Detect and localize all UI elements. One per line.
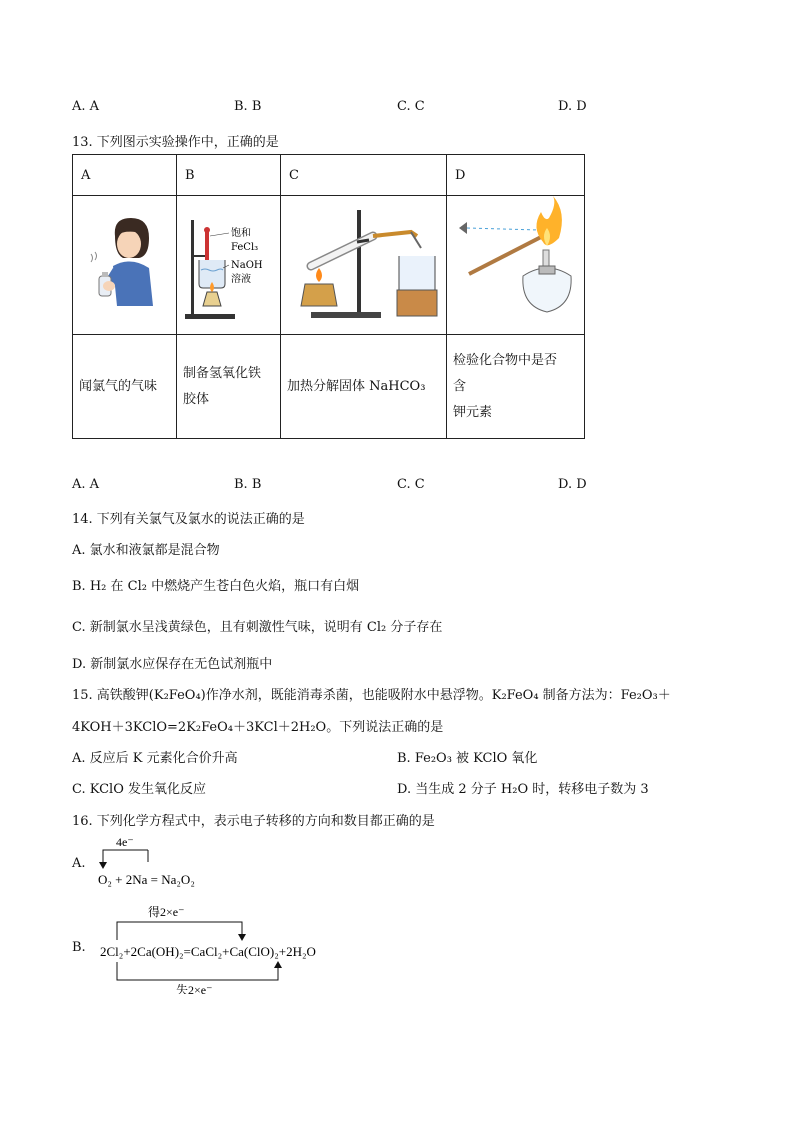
q15-option-a[interactable]: A. 反应后 K 元素化合价升高 — [72, 751, 238, 766]
q12-option-d[interactable]: D. D — [558, 99, 587, 114]
q13-figure-c — [281, 196, 447, 335]
q12-option-b[interactable]: B. B — [234, 99, 262, 114]
arrow-head-icon — [274, 961, 282, 968]
label-solution: 溶液 — [231, 274, 251, 285]
label-fecl3: FeCl₃ — [231, 242, 259, 253]
q13-option-c[interactable]: C. C — [397, 477, 425, 492]
q15-option-c[interactable]: C. KClO 发生氧化反应 — [72, 782, 207, 797]
q12-options — [72, 99, 592, 117]
q16-b-loss-label: 失2×e⁻ — [176, 983, 213, 994]
flame-test-illustration — [447, 196, 582, 330]
q14-option-a[interactable]: A. 氯水和液氯都是混合物 — [72, 543, 220, 558]
q16-b-equation-text: 2Cl₂+2Ca(OH)₂=CaCl₂+Ca(ClO)₂+2H₂O — [100, 944, 316, 959]
q13-caption-a: 闻氯气的气味 — [73, 335, 177, 439]
q15-option-b[interactable]: B. Fe₂O₃ 被 KClO 氧化 — [397, 751, 538, 766]
q16-option-a-equation[interactable] — [94, 832, 234, 892]
arrow-head-icon — [238, 934, 246, 941]
q14-option-b[interactable]: B. H₂ 在 Cl₂ 中燃烧产生苍白色火焰，瓶口有白烟 — [72, 579, 360, 594]
q12-option-c[interactable]: C. C — [397, 99, 425, 114]
q16-b-gain-label: 得2×e⁻ — [148, 905, 185, 919]
q13-stem: 13. 下列图示实验操作中，正确的是 — [72, 135, 279, 150]
ferric-hydroxide-apparatus-illustration — [177, 196, 280, 330]
q13-header-b: B — [177, 155, 281, 196]
q13-option-a[interactable]: A. A — [72, 477, 100, 492]
q13-table — [72, 154, 585, 439]
q16-option-b-letter[interactable]: B. — [72, 940, 86, 955]
q16-option-a-letter[interactable]: A. — [72, 856, 86, 871]
q13-header-a: A — [73, 155, 177, 196]
q16-a-electron-label: 4e⁻ — [116, 835, 134, 849]
q13-options — [72, 477, 592, 495]
q13-figure-d — [447, 196, 585, 335]
q13-option-b[interactable]: B. B — [234, 477, 262, 492]
q15-stem-line2: 4KOH＋3KClO=2K₂FeO₄＋3KCl＋2H₂O。下列说法正确的是 — [72, 720, 444, 735]
q14-option-d[interactable]: D. 新制氯水应保存在无色试剂瓶中 — [72, 657, 273, 672]
heating-solid-apparatus-illustration — [281, 196, 446, 330]
q13-figure-a — [73, 196, 177, 335]
q16-a-equation-text: O₂ + 2Na = Na₂O₂ — [98, 872, 195, 887]
q12-option-a[interactable]: A. A — [72, 99, 100, 114]
q13-caption-d: 检验化合物中是否 含 钾元素 — [447, 335, 585, 439]
label-saturated: 饱和 — [231, 228, 251, 239]
label-naoh: NaOH — [231, 260, 263, 271]
person-smelling-bottle-illustration — [73, 196, 176, 330]
q13-caption-c: 加热分解固体 NaHCO₃ — [281, 335, 447, 439]
q13-caption-b: 制备氢氧化铁 胶体 — [177, 335, 281, 439]
q15-stem-line1: 15. 高铁酸钾(K₂FeO₄)作净水剂，既能消毒杀菌，也能吸附水中悬浮物。K₂FeO₄ 制备方法为：Fe₂O₃＋ — [72, 688, 671, 703]
q16-stem: 16. 下列化学方程式中，表示电子转移的方向和数目都正确的是 — [72, 814, 435, 829]
arrow-head-icon — [99, 862, 107, 869]
q14-option-c[interactable]: C. 新制氯水呈浅黄绿色，且有刺激性气味，说明有 Cl₂ 分子存在 — [72, 620, 443, 635]
q13-header-d: D — [447, 155, 585, 196]
q13-figure-b — [177, 196, 281, 335]
q14-stem: 14. 下列有关氯气及氯水的说法正确的是 — [72, 512, 305, 527]
q16-option-b-equation[interactable] — [98, 902, 358, 994]
q15-option-d[interactable]: D. 当生成 2 分子 H₂O 时，转移电子数为 3 — [397, 782, 649, 797]
q13-option-d[interactable]: D. D — [558, 477, 587, 492]
q13-header-c: C — [281, 155, 447, 196]
